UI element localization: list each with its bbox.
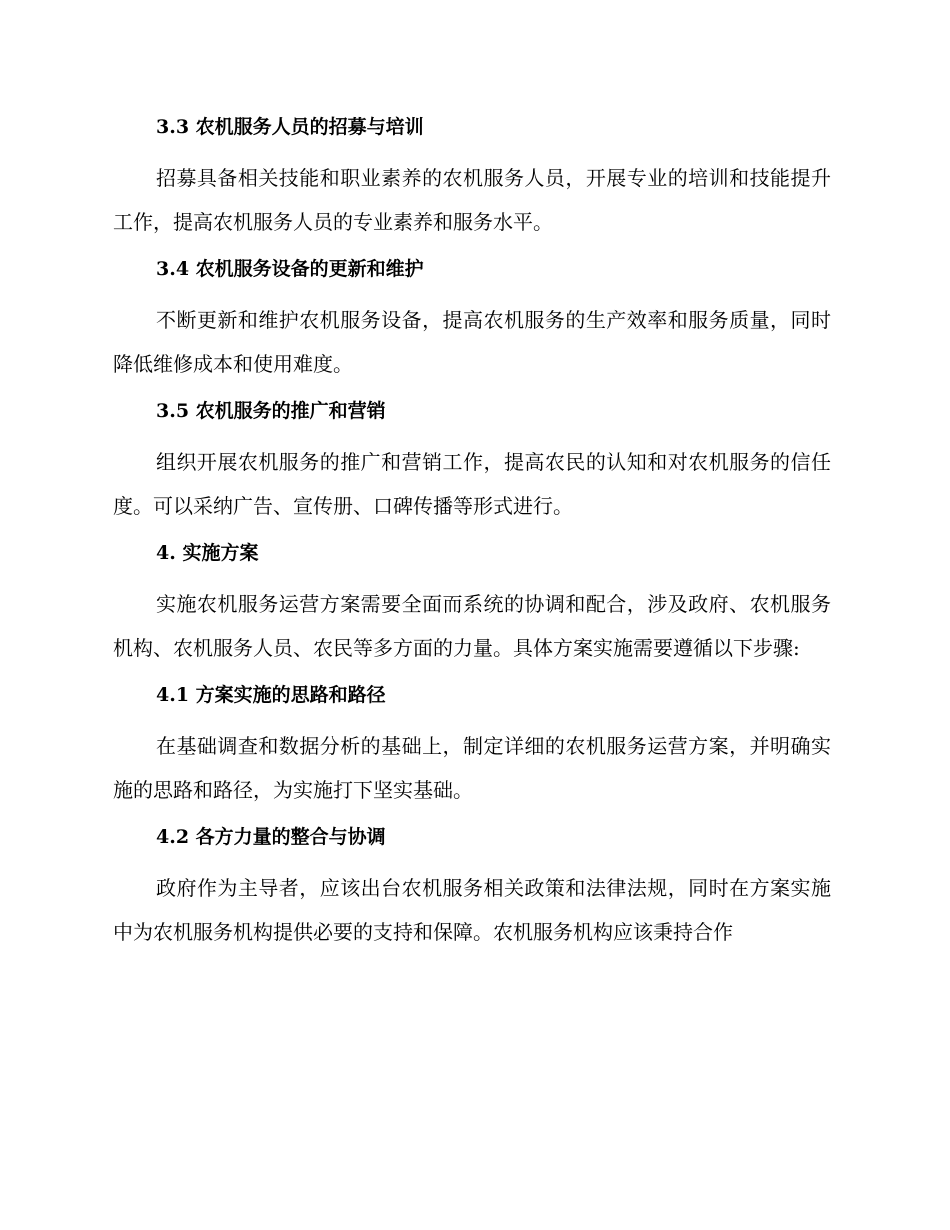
paragraph-4-2: 政府作为主导者，应该出台农机服务相关政策和法律法规，同时在方案实施中为农机服务机构提供必要的支持和保障。农机服务机构应该秉持合作	[113, 876, 831, 944]
document-body	[113, 112, 831, 964]
section-heading-4-1: 4.1 方案实施的思路和路径	[156, 684, 386, 706]
section-heading-3-4: 3.4 农机服务设备的更新和维护	[156, 258, 424, 280]
paragraph-3-5: 组织开展农机服务的推广和营销工作，提高农民的认知和对农机服务的信任度。可以采纳广告、宣传册、口碑传播等形式进行。	[113, 450, 831, 518]
section-heading-3-3: 3.3 农机服务人员的招募与培训	[156, 116, 424, 138]
paragraph-3-4: 不断更新和维护农机服务设备，提高农机服务的生产效率和服务质量，同时降低维修成本和使用难度。	[113, 308, 831, 376]
paragraph-4: 实施农机服务运营方案需要全面而系统的协调和配合，涉及政府、农机服务机构、农机服务人员、农民等多方面的力量。具体方案实施需要遵循以下步骤:	[113, 592, 831, 660]
section-heading-4: 4. 实施方案	[156, 542, 259, 564]
paragraph-4-1: 在基础调查和数据分析的基础上，制定详细的农机服务运营方案，并明确实施的思路和路径，为实施打下坚实基础。	[113, 734, 831, 802]
paragraph-3-3: 招募具备相关技能和职业素养的农机服务人员，开展专业的培训和技能提升工作，提高农机服务人员的专业素养和服务水平。	[113, 166, 831, 234]
section-heading-3-5: 3.5 农机服务的推广和营销	[156, 400, 386, 422]
section-heading-4-2: 4.2 各方力量的整合与协调	[156, 826, 386, 848]
